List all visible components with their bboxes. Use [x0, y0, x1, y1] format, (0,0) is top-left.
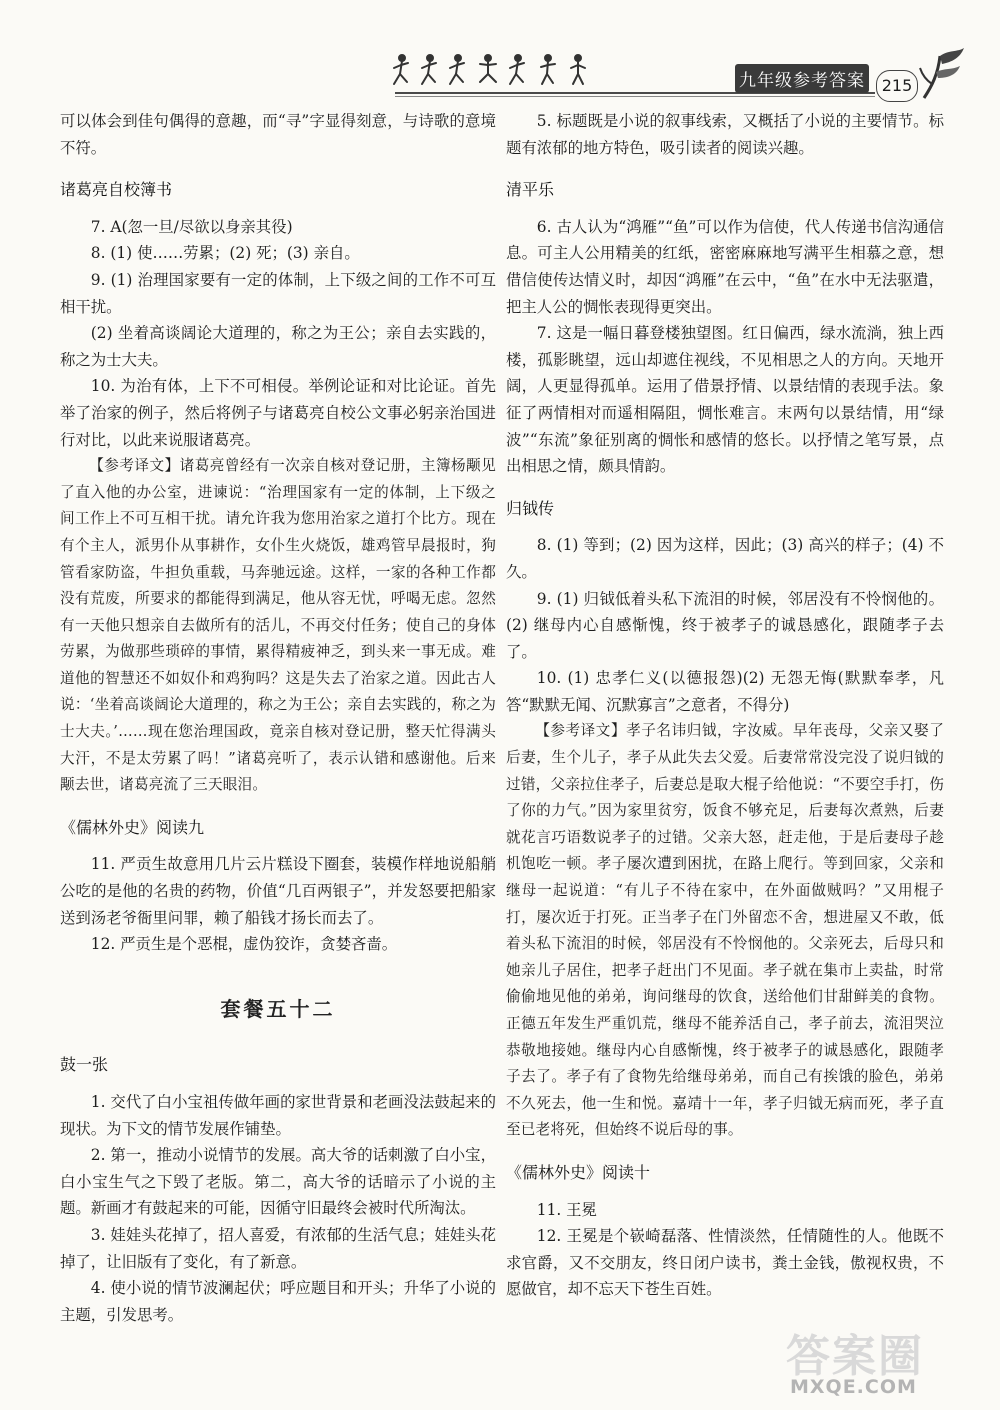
- watermark: [768, 1318, 988, 1410]
- translation-text: 孝子名讳归钺，字汝威。早年丧母，父亲又娶了后妻，生个儿子，孝子从此失去父爱。后妻常常没完没了说归钺的过错，父亲拉住孝子，后妻总是取大棍子给他说：“不要空手打，伤了你的力气。”因为家里贫穷，饭食不够充足，后妻每次煮熟，后妻就花言巧语数说孝子的过错。父亲大怒，赶走他，于是后妻母子趁机饱吃一顿。孝子屡次遭到困扰，在路上爬行。等到回家，父亲和继母一起说道：“有儿子不待在家中，在外面做贼吗？”又用棍子打，屡次近于打死。正当孝子在门外留恋不舍，想进屋又不敢，低着头私下流泪的时候，邻居没有不怜悯他的。父亲死去，后母只和她亲儿子居住，把孝子赶出门不见面。孝子就在集市上卖盐，时常偷偷地见他的弟弟，询问继母的饮食，送给他们甘甜鲜美的食物。正德五年发生严重饥荒，继母不能养活自己，孝子前去，流泪哭泣恭敬地接她。继母内心自感惭愧，终于被孝子的诚恳感化，跟随孝子去了。孝子有了食物先给继母弟弟，而自己有挨饿的脸色，弟弟不久死去，他一生和悦。嘉靖十一年，孝子归钺无病而死，孝子直至已老将死，但始终不说后母的事。: [506, 722, 945, 1139]
- section-heading-qingpingle: 清平乐: [506, 180, 555, 200]
- translation-tag: 【参考译文】: [89, 457, 180, 475]
- answer-10: 10. 为治有体，上下不可相侵。举例论证和对比论证。首先举了治家的例子，然后将例子与诸葛亮自校公文事必躬亲治国进行对比，以此来说服诸葛亮。: [60, 377, 496, 449]
- header-title: 九年级参考答案: [735, 64, 869, 93]
- answer-11: 11. 严贡生故意用几片云片糕设下圈套，装模作样地说船艄公吃的是他的名贵的药物，价值“几百两银子”，并发怒要把船家送到汤老爷衙里问罪，赖了船钱才扬长而去了。: [60, 855, 496, 927]
- reference-translation: [506, 718, 944, 1144]
- answer-9-part2: (2) 坐着高谈阔论大道理的，称之为王公；亲自去实践的，称之为士大夫。: [60, 324, 496, 369]
- answer-12: 12. 王冕是个嵚崎磊落、性情淡然，任情随性的人。他既不求官爵，又不交朋友，终日闭户读书，粪土金钱，傲视权贵，不愿做官，却不忘天下苍生百姓。: [506, 1227, 944, 1299]
- leaf-runner-logo-icon: [918, 46, 968, 102]
- watermark-site: MXQE.COM: [790, 1376, 917, 1398]
- translation-tag: 【参考译文】: [535, 722, 627, 740]
- section-heading-rulin-10: 《儒林外史》阅读十: [506, 1162, 651, 1182]
- answer-9-part1: 9. (1) 治理国家要有一定的体制，上下级之间的工作不可互相干扰。: [60, 270, 496, 316]
- running-figures-icon: [390, 52, 600, 88]
- answer-g4: 4. 使小说的情节波澜起伏；呼应题目和开头；升华了小说的主题，引发思考。: [60, 1279, 496, 1324]
- section-heading-rulin-9: 《儒林外史》阅读九: [60, 817, 205, 837]
- section-heading-zhugeliang: 诸葛亮自校簿书: [60, 180, 173, 200]
- left-column: [60, 108, 496, 1328]
- header-rule-thin: [395, 96, 875, 97]
- answer-12: 12. 严贡生是个恶棍，虚伪狡诈，贪婪吝啬。: [90, 935, 398, 954]
- answer-g2: 2. 第一，推动小说情节的发展。高大爷的话刺激了白小宝，白小宝生气之下毁了老版。第二，高大爷的话暗示了小说的主题。新画才有鼓起来的可能，因循守旧最终会被时代所淘汰。: [60, 1146, 496, 1218]
- answer-g3: 3. 娃娃头花掉了，招人喜爱，有浓郁的生活气息；娃娃头花掉了，让旧版有了变化，有了新意。: [60, 1225, 496, 1271]
- answer-9: 9. (1) 归钺低着头私下流泪的时候，邻居没有不怜悯他的。(2) 继母内心自感惭愧，终于被孝子的诚恳感化，跟随孝子去了。: [506, 589, 944, 661]
- answer-8: 8. (1) 使……劳累；(2) 死；(3) 亲自。: [90, 244, 360, 263]
- section-heading-guyizhang: 鼓一张: [60, 1055, 109, 1075]
- answer-6: 6. 古人认为“鸿雁”“鱼”可以作为信使，代人传递书信沟通信息。可主人公用精美的红纸，密密麻麻地写满平生相慕之意，想借信使传达情义时，却因“鸿雁”在云中，“鱼”在水中无法驱遣，把主人公的惆怅表现得更突出。: [506, 217, 944, 316]
- paragraph-continued: 可以体会到佳句偶得的意趣，而“寻”字显得刻意，与诗歌的意境不符。: [60, 112, 496, 157]
- set-title: 套餐五十二: [220, 996, 336, 1021]
- page-number: 215: [876, 70, 918, 102]
- right-column: [506, 108, 944, 1303]
- answer-7: 7. A(忽一旦/尽欲以身亲其役): [90, 217, 293, 236]
- answer-g1: 1. 交代了白小宝祖传做年画的家世背景和老画没法鼓起来的现状。为下文的情节发展作铺垫。: [60, 1093, 496, 1138]
- answer-5: 5. 标题既是小说的叙事线索，又概括了小说的主要情节。标题有浓郁的地方特色，吸引读者的阅读兴趣。: [506, 112, 944, 157]
- reference-translation: [60, 453, 496, 799]
- answer-10: 10. (1) 忠孝仁义(以德报怨)(2) 无怨无悔(默默奉孝，凡答“默默无闻、沉默寡言”之意者，不得分): [506, 669, 944, 714]
- answer-11: 11. 王冕: [536, 1200, 597, 1219]
- translation-text: 诸葛亮曾经有一次亲自核对登记册，主簿杨颙见了直入他的办公室，进谏说：“治理国家有一定的体制，上下级之间工作上不可互相干扰。请允许我为您用治家之道打个比方。现在有个主人，派男仆从事耕作，女仆生火烧饭，雄鸡管早晨报时，狗管看家防盗，牛担负重载，马奔驰远途。这样，一家的各种工作都没有荒废，所要求的都能得到满足，他从容无忧，呼喝无虑。忽然有一天他只想亲自去做所有的活儿，不再交付任务；使自己的身体劳累，为做那些琐碎的事情，累得精疲神乏，到头来一事无成。难道他的智慧还不如奴仆和鸡狗吗？这是失去了治家之道。因此古人说：‘坐着高谈阔论大道理的，称之为王公；亲自去实践的，称之为士大夫。’……现在您治理国政，竟亲自核对登记册，整天忙得满头大汗，不是太劳累了吗！”诸葛亮听了，表示认错和感谢他。后来颙去世，诸葛亮流了三天眼泪。: [60, 457, 496, 794]
- page-header: [0, 0, 1000, 110]
- answer-7: 7. 这是一幅日暮登楼独望图。红日偏西，绿水流淌，独上西楼，孤影眺望，远山却遮住视线，不见相思之人的方向。天地开阔，人更显得孤单。运用了借景抒情、以景结情的表现手法。象征了两情相对而遥相隔阻，惆怅难言。末两句以景结情，用“绿波”“东流”象征别离的惆怅和感情的悠长。以抒情之笔写景，点出相思之情，颇具情韵。: [506, 324, 944, 476]
- section-heading-guiyuezhuan: 归钺传: [506, 498, 555, 518]
- watermark-logo: 答案圈: [786, 1331, 924, 1382]
- answer-8: 8. (1) 等到；(2) 因为这样，因此；(3) 高兴的样子；(4) 不久。: [506, 536, 944, 581]
